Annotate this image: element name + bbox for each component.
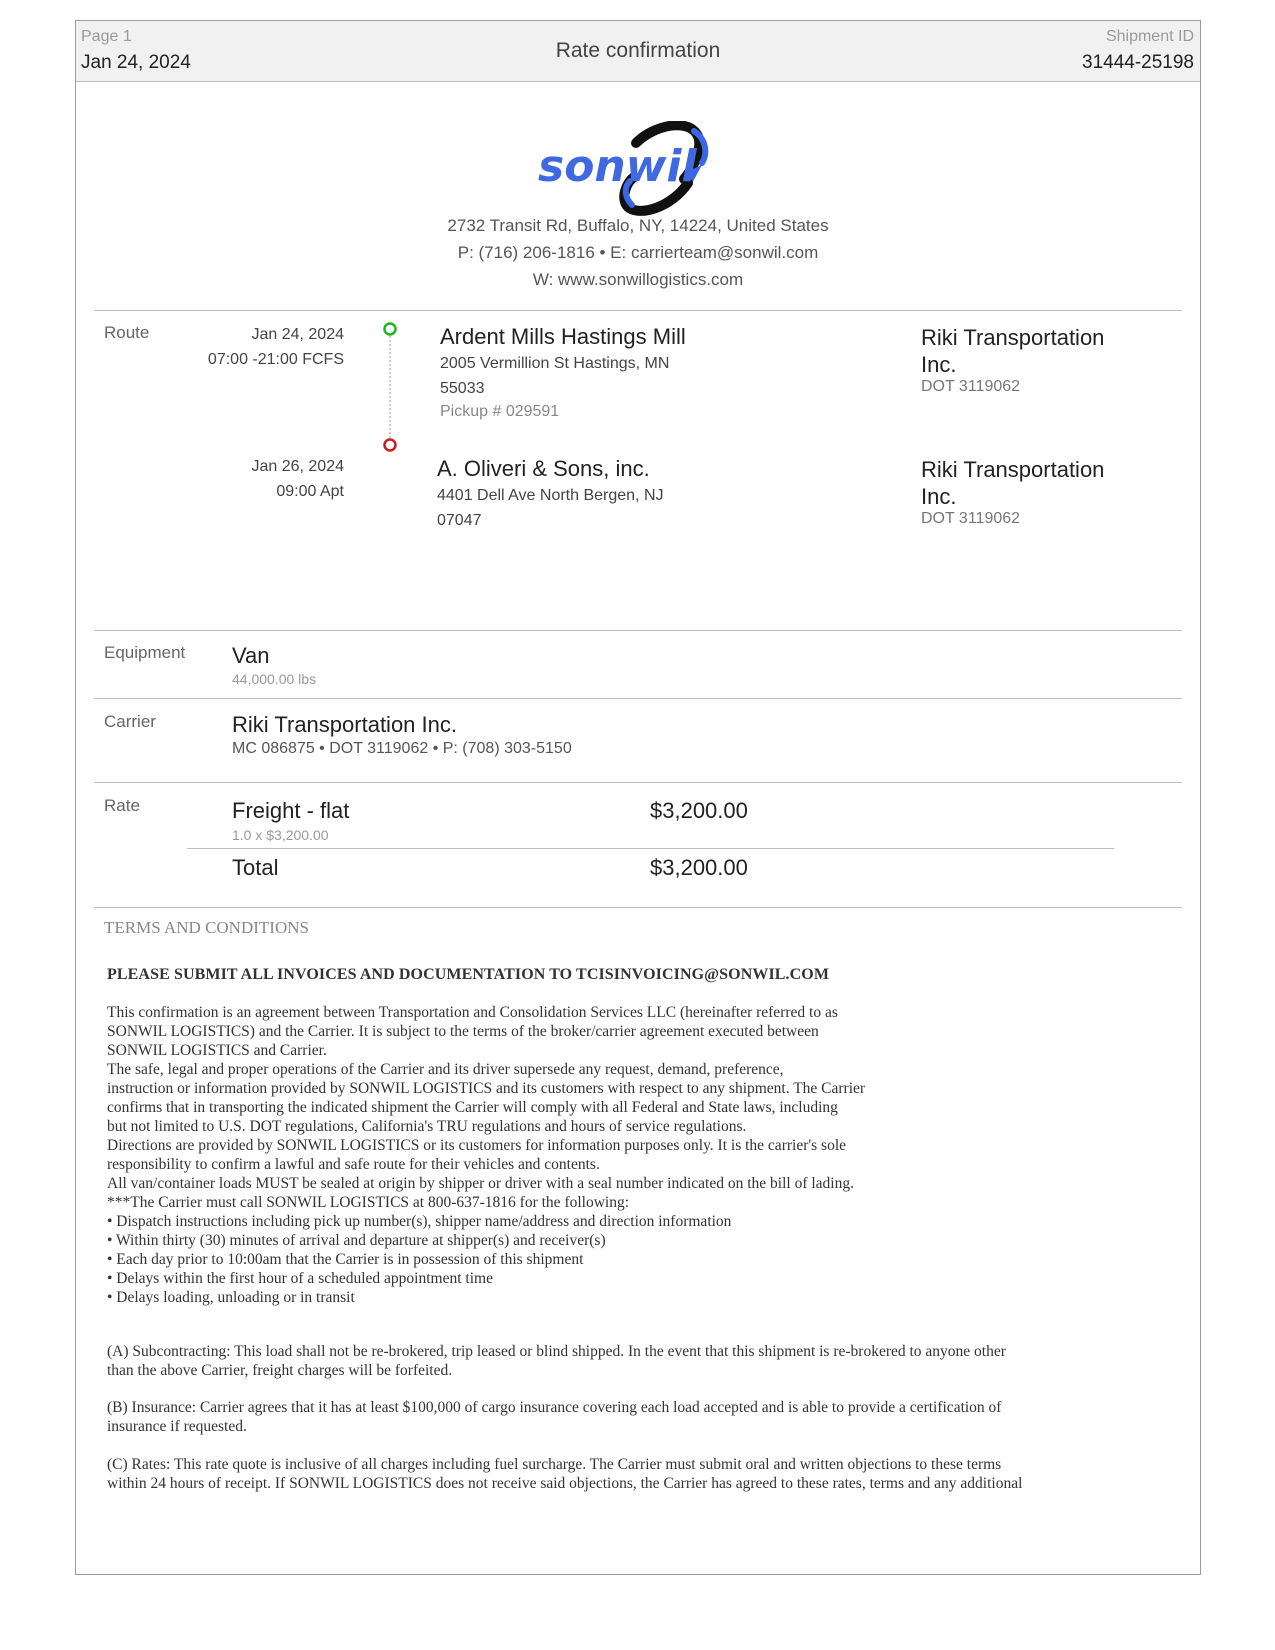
divider: [94, 310, 1182, 311]
stop-2-carrier-name: [921, 456, 1131, 510]
stop-2-name: A. Oliveri & Sons, inc.: [437, 456, 650, 481]
company-logo: [536, 121, 726, 221]
shipment-id: 31444-25198: [1082, 52, 1194, 73]
stop-1-time: 07:00 -21:00 FCFS: [207, 351, 344, 368]
rate-line-name: Freight - flat: [232, 798, 350, 823]
stop-1-carrier-line1: Riki Transportation: [921, 325, 1105, 350]
clause-insurance: (B) Insurance: Carrier agrees that it has at least $100,000 of cargo insurance covering each load accepted and is able to provide a certification of insurance if requested.: [107, 1399, 1002, 1435]
stop-1-address-line1: 2005 Vermillion St Hastings, MN: [440, 355, 670, 372]
terms-body: This confirmation is an agreement between Transportation and Consolidation Services LLC (hereinafter referred to as SONWIL LOGISTICS) and the Carrier. It is subject to the terms of the broker/carrier agreement executed between SONWIL LOGISTICS and Carrier. The safe, legal and proper operations of the Carrier and its driver supersede any request, demand, preference, instruction or information provided by SONWIL LOGISTICS and its customers with respect to any shipment. The Carrier confirms that in transporting the indicated shipment the Carrier will comply with all Federal and State laws, including but not limited to U.S. DOT regulations, California's TRU regulations and hours of service regulations. Directions are provided by SONWIL LOGISTICS or its customers for information purposes only. It is the carrier's sole responsibility to confirm a lawful and safe route for their vehicles and contents. All van/container loads MUST be sealed at origin by shipper or driver with a seal number indicated on the bill of lading. ***The Carrier must call SONWIL LOGISTICS at 800-637-1816 for the following: • Dispatch instructions including pick up number(s), shipper name/address and direction information • Within thirty (30) minutes of arrival and departure at shipper(s) and receiver(s) • Each day prior to 10:00am that the Carrier is in possession of this shipment • Delays within the first hour of a scheduled appointment time • Delays loading, unloading or in transit: [107, 1004, 866, 1306]
rate-line-amount: $3,200.00: [650, 798, 748, 823]
logo-text: sonwil: [538, 141, 697, 192]
carrier-label: Carrier: [104, 712, 156, 731]
submit-notice: PLEASE SUBMIT ALL INVOICES AND DOCUMENTATION TO TCISINVOICING@SONWIL.COM: [107, 966, 830, 983]
stop-1-name: Ardent Mills Hastings Mill: [440, 324, 686, 349]
divider: [94, 630, 1182, 631]
stop-2-address-line1: 4401 Dell Ave North Bergen, NJ: [437, 487, 664, 504]
rate-total-label: Total: [232, 855, 279, 880]
rate-label: Rate: [104, 796, 140, 815]
document-page: [75, 20, 1201, 1575]
divider: [94, 782, 1182, 783]
stop-1-carrier-name: [921, 324, 1131, 378]
rate-total-amount: $3,200.00: [650, 855, 748, 880]
page-header: [76, 21, 1200, 82]
carrier-details: MC 086875 • DOT 3119062 • P: (708) 303-5150: [232, 740, 572, 757]
stop-1-carrier-line2: Inc.: [921, 352, 957, 377]
pickup-marker-icon: [385, 324, 396, 335]
clause-subcontracting: (A) Subcontracting: This load shall not be re-brokered, trip leased or blind shipped. In the event that this shipment is re-brokered to anyone other than the above Carrier, freight charges will be forfeited.: [107, 1343, 1006, 1379]
stop-2-date: Jan 26, 2024: [251, 458, 344, 475]
equipment-label: Equipment: [104, 643, 186, 662]
company-address: 2732 Transit Rd, Buffalo, NY, 14224, United States: [447, 216, 829, 235]
stop-2-time: 09:00 Apt: [276, 483, 344, 500]
stop-1-address-line2: 55033: [440, 380, 485, 397]
route-timeline: [382, 321, 398, 455]
equipment-weight: 44,000.00 lbs: [232, 671, 317, 687]
shipment-id-label: Shipment ID: [1105, 28, 1194, 45]
divider: [94, 698, 1182, 699]
rate-subtotal-divider: [187, 848, 1114, 849]
terms-heading: TERMS AND CONDITIONS: [104, 918, 309, 937]
stop-2-address-line2: 07047: [437, 512, 482, 529]
page-number: Page 1: [81, 28, 132, 45]
stop-1-date: Jan 24, 2024: [251, 326, 344, 343]
circular-arrows-logo-icon: [536, 121, 726, 221]
stop-2-carrier-line1: Riki Transportation: [921, 457, 1105, 482]
carrier-name: Riki Transportation Inc.: [232, 712, 457, 737]
clause-rates: (C) Rates: This rate quote is inclusive of all charges including fuel surcharge. The Carrier must submit oral and written objections to these terms within 24 hours of receipt. If SONWIL LOGISTICS does not receive said objections, the Carrier has agreed to these rates, terms and any additional: [107, 1456, 1023, 1492]
route-label: Route: [104, 323, 150, 342]
stop-1-carrier-dot: DOT 3119062: [921, 378, 1021, 395]
equipment-type: Van: [232, 643, 270, 668]
divider: [94, 907, 1182, 908]
document-date: Jan 24, 2024: [81, 52, 191, 73]
stop-2-carrier-dot: DOT 3119062: [921, 510, 1021, 527]
rate-line-calc: 1.0 x $3,200.00: [232, 827, 329, 843]
stop-1-pickup-number: Pickup # 029591: [440, 403, 560, 420]
company-website: W: www.sonwillogistics.com: [532, 270, 744, 289]
stop-2-carrier-line2: Inc.: [921, 484, 957, 509]
page-title: Rate confirmation: [555, 39, 721, 62]
delivery-marker-icon: [385, 440, 396, 451]
company-contact: P: (716) 206-1816 • E: carrierteam@sonwil.com: [457, 243, 819, 262]
